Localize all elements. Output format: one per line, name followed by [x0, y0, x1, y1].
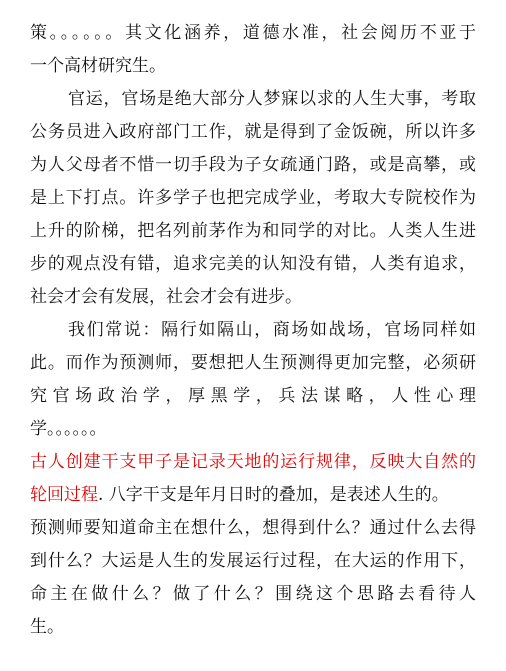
- text-line: 预测师要知道命主在想什么，想得到什么？通过什么去得: [30, 518, 476, 538]
- text-line: 公务员进入政府部门工作，就是得到了金饭碗，所以许多: [30, 122, 476, 142]
- mixed-text-line: [30, 479, 476, 512]
- text-line: 为人父母者不惜一切手段为子女疏通门路，或是高攀，或: [30, 155, 476, 175]
- text-line: 一个高材研究生。: [30, 56, 166, 76]
- text-line: 到什么？大运是人生的发展运行过程，在大运的作用下，: [30, 551, 476, 571]
- text-line: 社会才会有发展，社会才会有进步。: [30, 287, 302, 307]
- text-line: 命主在做什么？做了什么？围绕这个思路去看待人: [30, 584, 476, 604]
- highlighted-text: 轮回过程: [30, 485, 98, 505]
- text-span: . 八字干支是年月日时的叠加，是表述人生的。: [98, 485, 449, 505]
- paragraph-first-line: 我们常说：隔行如隔山，商场如战场，官场同样如: [68, 320, 476, 340]
- text-line: 策。。。。。。其文化涵养，道德水准，社会阅历不亚于: [30, 23, 476, 43]
- text-line: 究官场政治学，厚黑学，兵法谋略，人性心理: [30, 386, 476, 406]
- text-line: 步的观点没有错，追求完美的认知没有错，人类有追求，: [30, 254, 476, 274]
- text-line: 此。而作为预测师，要想把人生预测得更加完整，必须研: [30, 353, 476, 373]
- paragraph-first-line: 官运，官场是绝大部分人梦寐以求的人生大事，考取: [68, 89, 476, 109]
- highlighted-text-line: 古人创建干支甲子是记录天地的运行规律，反映大自然的: [30, 452, 476, 472]
- text-line: 生。: [30, 617, 64, 637]
- text-line: 上升的阶梯，把名列前茅作为和同学的对比。人类人生进: [30, 221, 476, 241]
- text-line: 学。。。。。。: [30, 419, 107, 439]
- text-line: 是上下打点。许多学子也把完成学业，考取大专院校作为: [30, 188, 476, 208]
